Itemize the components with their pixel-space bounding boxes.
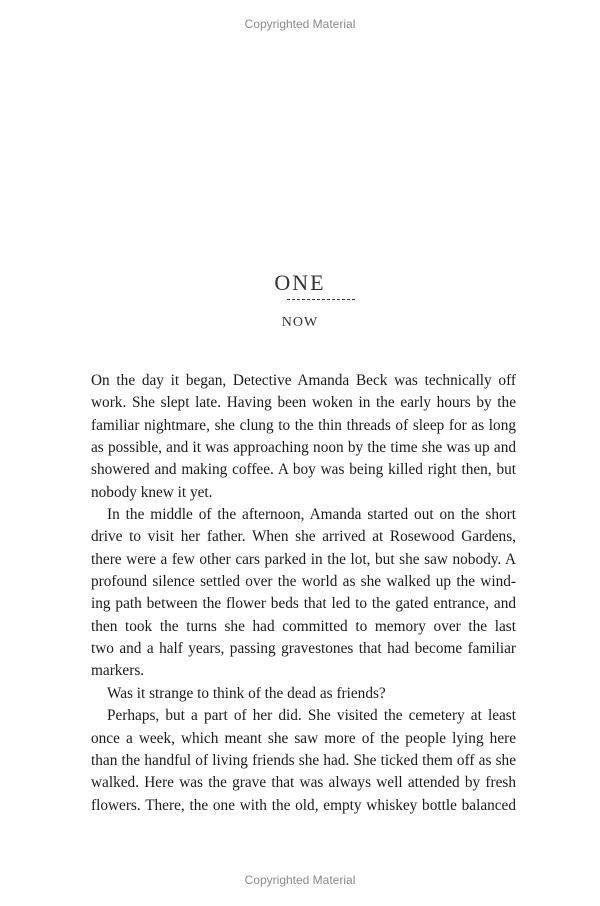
text-line: markers.: [91, 662, 145, 680]
text-line: as possible, and it was approaching noon by the time she was up and: [91, 439, 516, 457]
text-line: work. She slept late. Having been woken in the early hours by the: [91, 394, 516, 412]
text-line: there were a few other cars parked in the lot, but she saw nobody. A: [91, 550, 516, 568]
text-line: familiar nightmare, she clung to the thin threads of sleep for as long: [91, 416, 516, 434]
text-line: Perhaps, but a part of her did. She visited the cemetery at least: [107, 707, 516, 725]
text-line: walked. Here was the grave that was always well attended by fresh: [91, 774, 516, 792]
text-line: profound silence settled over the world as she walked up the wind-: [91, 573, 516, 591]
text-line: nobody knew it yet.: [91, 483, 213, 501]
paragraph: [91, 705, 516, 817]
text-line: In the middle of the afternoon, Amanda started out on the short: [107, 506, 516, 524]
text-line: On the day it began, Detective Amanda Beck was technically off: [91, 372, 516, 389]
paragraph: [91, 683, 516, 705]
text-line: showered and making coffee. A boy was being killed right then, but: [91, 461, 516, 479]
text-line: Was it strange to think of the dead as friends?: [107, 684, 386, 702]
text-line: flowers. There, the one with the old, empty whiskey bottle balanced: [91, 796, 516, 814]
chapter-subtitle: NOW: [281, 315, 319, 330]
text-line: then took the turns she had committed to memory over the last: [91, 617, 516, 635]
body-text: [91, 370, 516, 817]
chapter-ornament: [287, 299, 355, 300]
copyright-watermark-top: Copyrighted Material: [244, 17, 356, 31]
paragraph: [91, 504, 516, 683]
paragraph: [91, 370, 516, 504]
text-line: than the handful of living friends she had. She ticked them off as she: [91, 751, 516, 769]
text-line: once a week, which meant she saw more of the people lying here: [91, 729, 516, 747]
copyright-watermark-bottom: Copyrighted Material: [244, 873, 356, 887]
chapter-title: ONE: [274, 270, 326, 295]
text-line: ing path between the flower beds that led to the gated entrance, and: [91, 595, 516, 613]
text-line: drive to visit her father. When she arrived at Rosewood Gardens,: [91, 528, 516, 546]
text-line: two and a half years, passing gravestones that had become familiar: [91, 640, 516, 658]
